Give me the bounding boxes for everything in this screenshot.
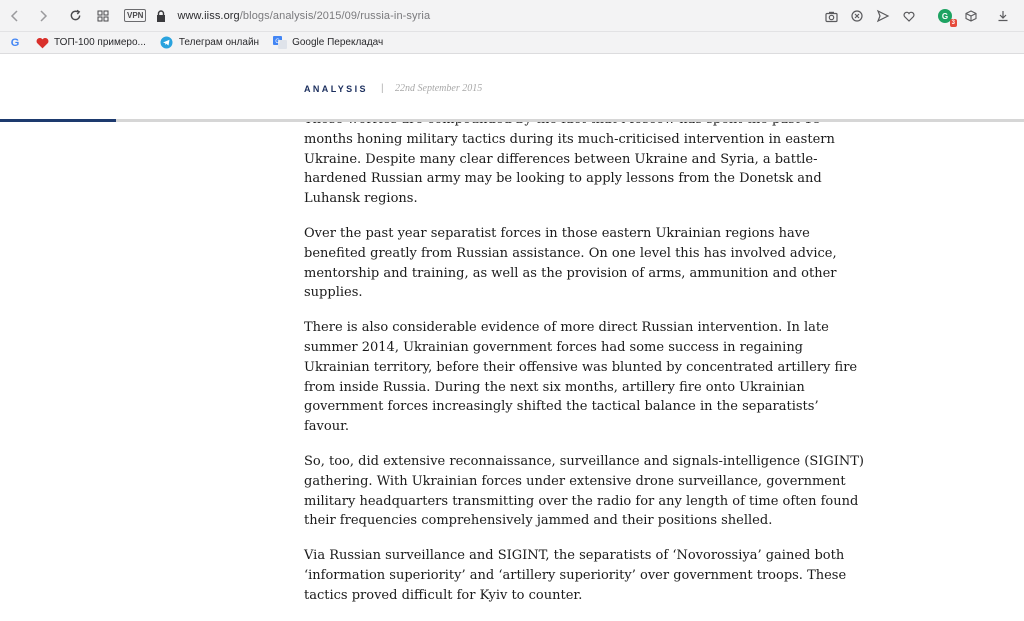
article-paragraph: So, too, did extensive reconnaissance, surveillance and signals-intelligence (SIGINT) gathering. With Ukrainian forces under extensive drone surveillance, government military headquarters transmitting over the radio for any length of time often found their frequencies comprehensively jammed and their positions shelled. (304, 453, 864, 529)
lock-icon[interactable] (155, 9, 167, 23)
extension-button[interactable] (936, 7, 954, 25)
article-paragraph: There is also considerable evidence of more direct Russian intervention. In late summer 2014, Ukrainian government forces had some success in regaining Ukrainian territory, before their offensive was blunted by concentrated artillery fire from inside Russia. During the next six months, artillery fire onto Ukrainian government forces increasingly shifted the tactical balance in the separatists’ favour. (304, 320, 858, 435)
bookmark-label: Google Перекладач (292, 37, 384, 48)
section-label[interactable]: ANALYSIS (304, 84, 368, 94)
forward-button[interactable] (32, 5, 54, 27)
header-separator: | (381, 83, 384, 94)
reading-progress-bar (0, 119, 1024, 122)
bookmark-label: Телеграм онлайн (178, 37, 260, 48)
article-paragraph: Via Russian surveillance and SIGINT, the separatists of ‘Novorossiya’ gained both ‘information superiority’ and ‘artillery superiority’ over government troops. These tactics proved difficult for Kyiv to counter. (304, 548, 847, 603)
send-icon[interactable] (874, 7, 892, 25)
tabs-grid-button[interactable] (92, 5, 114, 27)
article-paragraph: Over the past year separatist forces in those eastern Ukrainian regions have benefited greatly from Russian assistance. On one level this has involved advice, mentorship and training, as well as the provision of arms, ammunition and other supplies. (304, 225, 837, 301)
heart-icon (35, 36, 49, 50)
browser-toolbar (0, 0, 1024, 32)
chevron-left-icon (9, 10, 21, 22)
google-g-icon: G (10, 36, 20, 49)
url-path: /blogs/analysis/2015/09/russia-in-syria (239, 9, 431, 22)
reload-icon (69, 9, 82, 22)
address-bar[interactable] (177, 10, 430, 22)
bookmark-label: ТОП-100 примеро... (54, 37, 146, 48)
bookmark-google[interactable] (8, 36, 27, 50)
article-paragraph: months honing military tactics during its much-criticised intervention in eastern Ukraine. Despite many clear differences between Ukraine and Syria, a battle-hardened Russian army may be looking to apply lessons from the Donetsk and Luhansk regions. (304, 131, 835, 207)
vpn-badge[interactable]: VPN (124, 9, 146, 22)
cube-icon[interactable] (962, 7, 980, 25)
extension-count: 3 (951, 20, 955, 26)
bookmark-top100[interactable] (35, 36, 146, 50)
heart-icon[interactable] (900, 7, 918, 25)
translate-icon (273, 36, 287, 50)
bookmarks-bar (0, 32, 1024, 54)
article-sticky-header (0, 55, 1024, 119)
toolbar-right-icons (822, 0, 1012, 32)
article-viewport[interactable] (0, 122, 1024, 603)
telegram-icon (160, 36, 174, 50)
publish-date: 22nd September 2015 (395, 83, 483, 94)
block-icon[interactable] (848, 7, 866, 25)
bookmark-telegram[interactable] (160, 36, 259, 50)
svg-text:G: G (275, 39, 280, 45)
bookmark-google-translate[interactable] (273, 36, 383, 50)
camera-icon[interactable] (822, 7, 840, 25)
download-icon[interactable] (994, 7, 1012, 25)
url-host: www.iiss.org (177, 9, 240, 22)
grid-icon (97, 10, 109, 22)
article-body (304, 110, 864, 621)
reload-button[interactable] (64, 5, 86, 27)
chevron-right-icon (37, 10, 49, 22)
extension-icon: G 3 (938, 9, 952, 23)
reading-progress-fill (0, 119, 116, 122)
back-button[interactable] (4, 5, 26, 27)
